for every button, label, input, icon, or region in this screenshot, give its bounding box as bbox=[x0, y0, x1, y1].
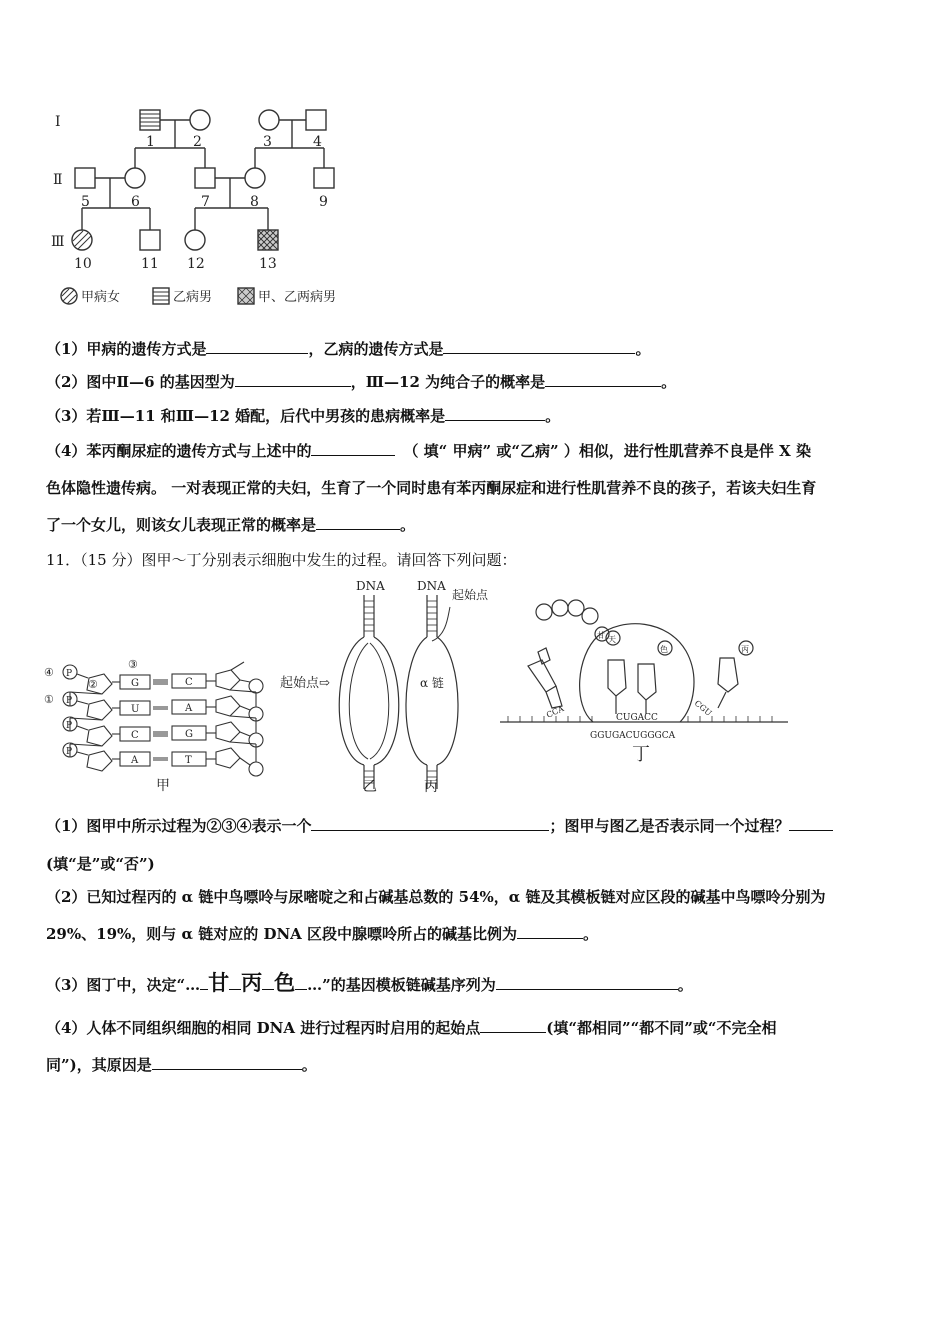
dna-label: DNA bbox=[356, 579, 385, 593]
answer-blank[interactable] bbox=[517, 924, 583, 939]
q10-part4-c: 了一个女儿，则该女儿表现正常的概率是 。 bbox=[46, 516, 416, 534]
figure-label: 甲 bbox=[156, 778, 170, 794]
figure-label: 乙 bbox=[363, 779, 377, 795]
base-label: U bbox=[131, 704, 140, 715]
amino-acid-label: 天 bbox=[608, 635, 616, 644]
gen-label-3: Ⅲ bbox=[51, 234, 65, 250]
q11-part2-b: 29%、19%，则与 α 链对应的 DNA 区段中腺嘌呤所占的碱基比例为 。 bbox=[46, 925, 599, 943]
answer-blank[interactable] bbox=[480, 1018, 546, 1033]
id-label: 8 bbox=[250, 194, 259, 210]
answer-blank[interactable] bbox=[311, 441, 395, 456]
num-label: ③ bbox=[128, 658, 138, 671]
id-label: 10 bbox=[74, 256, 92, 272]
individual-4 bbox=[306, 110, 326, 130]
q11-part3: （3）图丁中，决定“… 甘 丙 色 …”的基因模板链碱基序列为 。 bbox=[46, 970, 693, 995]
individual-11 bbox=[140, 230, 160, 250]
amino-acid-glyph: 色 bbox=[274, 970, 296, 995]
figure-yi-bing bbox=[272, 575, 502, 800]
id-label: 6 bbox=[131, 194, 140, 210]
origin-label: 起始点 bbox=[452, 588, 489, 602]
legend-label: 甲、乙两病男 bbox=[258, 290, 337, 305]
gen-label-2: Ⅱ bbox=[53, 172, 63, 188]
individual-10 bbox=[72, 230, 92, 250]
id-label: 13 bbox=[259, 256, 277, 272]
p-label: P bbox=[66, 696, 73, 706]
id-label: 4 bbox=[313, 134, 322, 150]
figure-label: 丁 bbox=[632, 744, 650, 765]
amino-acid-glyph: 丙 bbox=[241, 970, 263, 995]
origin-label: 起始点⇨ bbox=[280, 676, 330, 691]
q11-part1-b: (填“是”或“否”) bbox=[46, 855, 155, 873]
id-label: 7 bbox=[201, 194, 210, 210]
answer-blank[interactable] bbox=[445, 406, 545, 421]
individual-5 bbox=[75, 168, 95, 188]
amino-acid-label: 丙 bbox=[741, 645, 749, 654]
q10-part1: （1）甲病的遗传方式是 ，乙病的遗传方式是 。 bbox=[46, 340, 651, 358]
mrna-sequence: GGUGACUGGGCA bbox=[590, 731, 676, 741]
id-label: 11 bbox=[141, 256, 159, 272]
individual-3 bbox=[259, 110, 279, 130]
answer-blank[interactable] bbox=[152, 1055, 302, 1070]
base-label: C bbox=[185, 677, 193, 688]
legend-label: 乙病男 bbox=[173, 290, 213, 305]
answer-blank bbox=[229, 975, 241, 990]
id-label: 5 bbox=[81, 194, 90, 210]
answer-blank[interactable] bbox=[316, 515, 400, 530]
answer-blank bbox=[295, 975, 307, 990]
anticodon-label: CCA bbox=[545, 704, 566, 720]
q10-part4-a: （4）苯丙酮尿症的遗传方式与上述中的 （ 填“ 甲病” 或“乙病” ）相似，进行性肌营养不良是伴 X 染 bbox=[46, 442, 811, 460]
q10-part4-b: 色体隐性遗传病。 一对表现正常的夫妇，生育了一个同时患有苯丙酮尿症和进行性肌营养不良的孩子，若该夫妇生育 bbox=[46, 479, 817, 497]
dna-label: DNA bbox=[417, 579, 446, 593]
p-label: P bbox=[66, 747, 73, 757]
answer-blank[interactable] bbox=[789, 816, 833, 831]
individual-7 bbox=[195, 168, 215, 188]
amino-acid-glyph: 甘 bbox=[208, 970, 230, 995]
id-label: 1 bbox=[146, 134, 155, 150]
num-label: ④ bbox=[44, 666, 54, 679]
answer-blank[interactable] bbox=[235, 372, 351, 387]
id-label: 3 bbox=[263, 134, 272, 150]
q11-part4-a: （4）人体不同组织细胞的相同 DNA 进行过程丙时启用的起始点 (填“都相同”“都不同”或“不完全相 bbox=[46, 1019, 777, 1037]
id-label: 12 bbox=[187, 256, 205, 272]
amino-acid-label: 甘 bbox=[597, 631, 605, 640]
answer-blank[interactable] bbox=[443, 339, 635, 354]
q11-part4-b: 同”)，其原因是 。 bbox=[46, 1056, 317, 1074]
q10-part2: （2）图中Ⅱ—6 的基因型为 ，Ⅲ—12 为纯合子的概率是 。 bbox=[46, 373, 677, 391]
answer-blank bbox=[200, 975, 208, 990]
answer-blank bbox=[262, 975, 274, 990]
num-label: ② bbox=[88, 678, 98, 691]
base-label: A bbox=[131, 755, 139, 766]
p-label: P bbox=[66, 669, 73, 679]
q11-part2-a: （2）已知过程丙的 α 链中鸟嘌呤与尿嘧啶之和占碱基总数的 54%，α 链及其模板链对应区段的碱基中鸟嘌呤分别为 bbox=[46, 888, 826, 906]
base-label: G bbox=[185, 729, 193, 740]
answer-blank[interactable] bbox=[311, 816, 549, 831]
individual-9 bbox=[314, 168, 334, 188]
individual-8 bbox=[245, 168, 265, 188]
base-label: T bbox=[185, 755, 192, 766]
individual-1 bbox=[140, 110, 160, 130]
base-label: G bbox=[131, 678, 139, 689]
anticodon-label: CGU bbox=[692, 698, 714, 718]
answer-blank[interactable] bbox=[206, 339, 308, 354]
pedigree-chart bbox=[45, 100, 375, 315]
q11-part1-a: （1）图甲中所示过程为②③④表示一个 ；图甲与图乙是否表示同一个过程？ bbox=[46, 815, 833, 836]
figure-jia bbox=[44, 652, 274, 797]
p-label: P bbox=[66, 721, 73, 731]
figure-ding bbox=[498, 596, 790, 766]
individual-6 bbox=[125, 168, 145, 188]
gen-label-1: I bbox=[55, 114, 61, 130]
base-label: C bbox=[131, 730, 139, 741]
base-label: A bbox=[185, 703, 193, 714]
individual-2 bbox=[190, 110, 210, 130]
id-label: 2 bbox=[193, 134, 202, 150]
q11-heading: 11．（15 分）图甲～丁分别表示细胞中发生的过程。请回答下列问题： bbox=[46, 551, 517, 569]
id-label: 9 bbox=[319, 194, 328, 210]
figure-label: 丙 bbox=[424, 779, 438, 795]
individual-12 bbox=[185, 230, 205, 250]
legend-label: 甲病女 bbox=[81, 290, 121, 305]
num-label: ① bbox=[44, 693, 54, 706]
anticodon-label: CUGACC bbox=[616, 713, 658, 723]
q10-part3: （3）若Ⅲ—11 和Ⅲ—12 婚配，后代中男孩的患病概率是 。 bbox=[46, 407, 561, 425]
answer-blank[interactable] bbox=[496, 975, 678, 990]
alpha-chain-label: α 链 bbox=[420, 676, 444, 690]
amino-acid-label: 色 bbox=[660, 645, 668, 654]
answer-blank[interactable] bbox=[545, 372, 661, 387]
